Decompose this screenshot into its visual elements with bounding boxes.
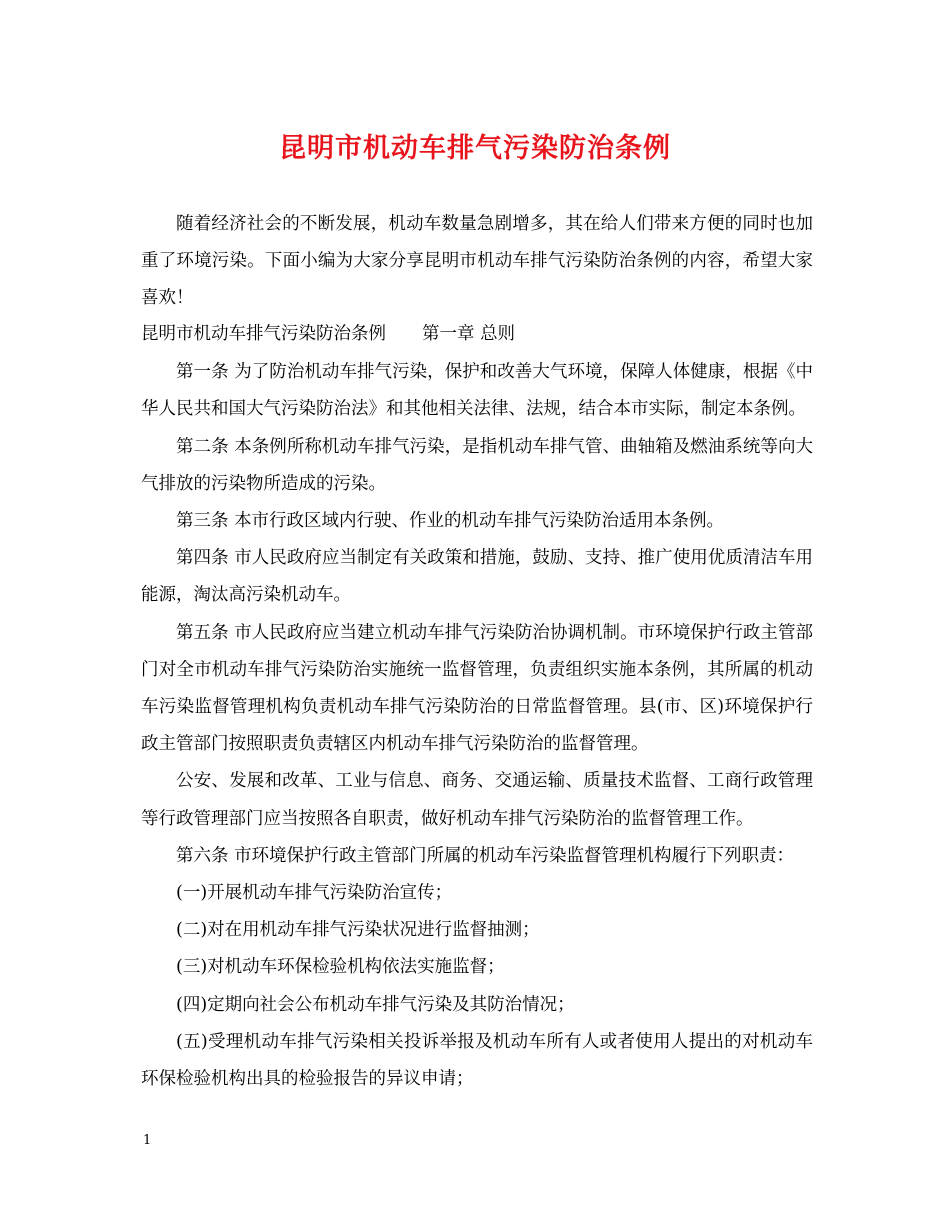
article-5-continued: 公安、发展和改革、工业与信息、商务、交通运输、质量技术监督、工商行政管理等行政管理部门应当按照各自职责，做好机动车排气污染防治的监督管理工作。 xyxy=(141,771,813,829)
section-heading xyxy=(141,320,813,350)
page-number: 1 xyxy=(143,1133,152,1148)
article-4: 第四条 市人民政府应当制定有关政策和措施，鼓励、支持、推广使用优质清洁车用能源，淘汰高污染机动车。 xyxy=(141,548,813,606)
article-6-item-2: (二)对在用机动车排气污染状况进行监督抽测； xyxy=(176,920,540,941)
article-6-item-4: (四)定期向社会公布机动车排气污染及其防治情况； xyxy=(176,994,575,1015)
article-1: 第一条 为了防治机动车排气污染，保护和改善大气环境，保障人体健康，根据《中华人民共和国大气污染防治法》和其他相关法律、法规，结合本市实际，制定本条例。 xyxy=(141,362,813,420)
intro-paragraph: 随着经济社会的不断发展，机动车数量急剧增多，其在给人们带来方便的同时也加重了环境污染。下面小编为大家分享昆明市机动车排气污染防治条例的内容，希望大家喜欢！ xyxy=(141,214,813,309)
article-6-item-1: (一)开展机动车排气污染防治宣传； xyxy=(176,882,453,903)
heading-chapter: 第一章 总则 xyxy=(422,323,516,344)
article-6-item-5: (五)受理机动车排气污染相关投诉举报及机动车所有人或者使用人提出的对机动车环保检验机构出具的检验报告的异议申请； xyxy=(141,1031,813,1089)
article-2: 第二条 本条例所称机动车排气污染，是指机动车排气管、曲轴箱及燃油系统等向大气排放的污染物所造成的污染。 xyxy=(141,436,813,494)
article-6-item-3: (三)对机动车环保检验机构依法实施监督； xyxy=(176,957,505,978)
document-body xyxy=(141,206,813,1098)
article-3: 第三条 本市行政区域内行驶、作业的机动车排气污染防治适用本条例。 xyxy=(176,510,725,531)
article-5: 第五条 市人民政府应当建立机动车排气污染防治协调机制。市环境保护行政主管部门对全市机动车排气污染防治实施统一监督管理，负责组织实施本条例，其所属的机动车污染监督管理机构负责机动车排气污染防治的日常监督管理。县(市、区)环境保护行政主管部门按照职责负责辖区内机动车排气污染防治的监督管理。 xyxy=(141,622,813,755)
heading-regulation-title: 昆明市机动车排气污染防治条例 xyxy=(141,323,386,344)
document-title: 昆明市机动车排气污染防治条例 xyxy=(279,133,671,164)
article-6: 第六条 市环境保护行政主管部门所属的机动车污染监督管理机构履行下列职责： xyxy=(176,845,795,866)
